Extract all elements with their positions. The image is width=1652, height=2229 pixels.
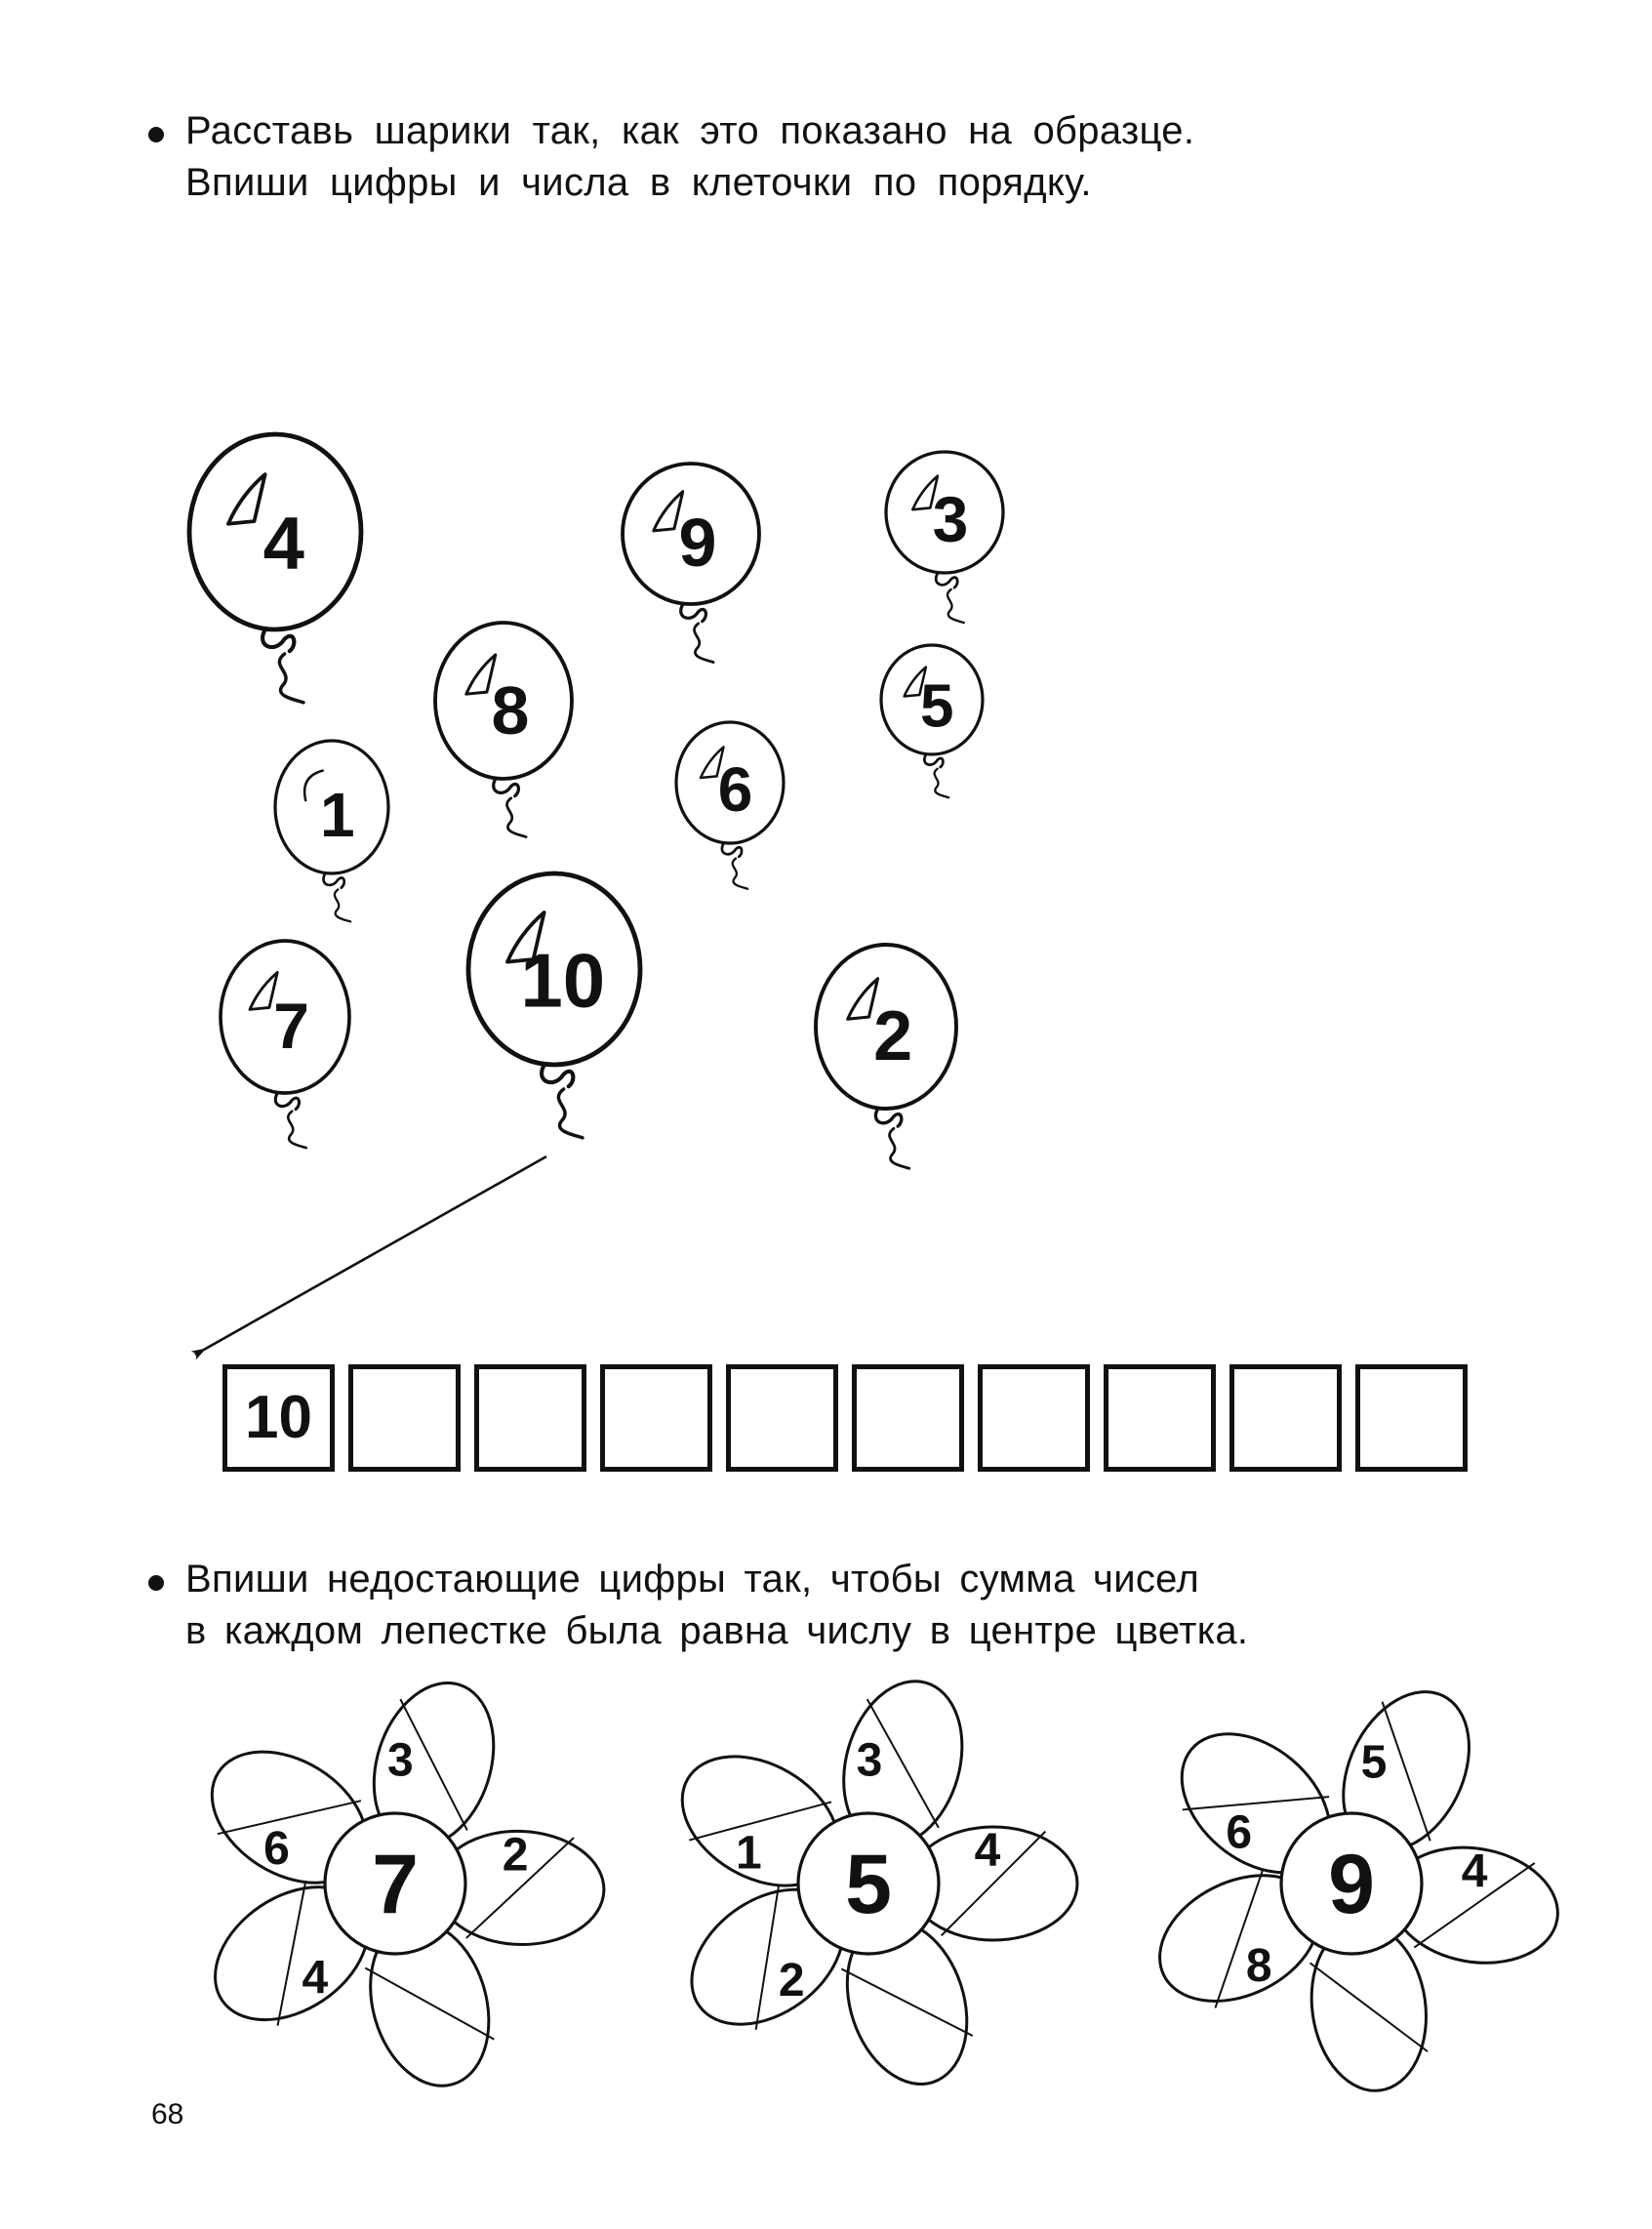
- balloon-knot: [924, 754, 943, 767]
- petal-number: 3: [856, 1734, 883, 1787]
- balloon-number: 1: [320, 780, 355, 851]
- flower-shape: [668, 1703, 1088, 2093]
- instruction-2-text: [185, 1554, 1248, 1657]
- balloon: [786, 931, 986, 1261]
- flower-center-number: 9: [1328, 1838, 1375, 1931]
- balloon-number: 10: [520, 937, 606, 1024]
- balloon-knot: [494, 779, 519, 796]
- balloon-string: [935, 769, 949, 797]
- number-cell-empty[interactable]: [1104, 1364, 1216, 1472]
- balloon-string: [694, 624, 713, 663]
- balloon-number: 4: [262, 502, 304, 586]
- flower: [1151, 1703, 1571, 2093]
- page-number: 68: [151, 2098, 184, 2130]
- number-cell-empty[interactable]: [726, 1364, 838, 1472]
- balloon-knot: [262, 629, 294, 651]
- balloon-string: [558, 1089, 583, 1138]
- petal-number: 4: [974, 1825, 1001, 1877]
- balloon-knot: [722, 843, 742, 857]
- balloon-number: 2: [873, 997, 913, 1076]
- instruction-1-line-1: Расставь шарики так, как это показано на образце.: [185, 109, 1195, 152]
- balloon-string: [506, 798, 526, 837]
- flower-center-number: 5: [845, 1838, 892, 1931]
- balloon: [852, 631, 1012, 907]
- petal-number: 2: [778, 1955, 805, 2007]
- bullet-icon: [148, 127, 164, 142]
- flower-shape: [1151, 1703, 1571, 2093]
- number-cell-empty[interactable]: [852, 1364, 964, 1472]
- flower: [668, 1703, 1088, 2093]
- balloon-group: [0, 254, 1652, 1327]
- balloon-number: 6: [717, 754, 753, 826]
- number-cell-filled[interactable]: 10: [222, 1364, 335, 1472]
- balloon-number: 9: [678, 504, 717, 581]
- petal-number: 1: [735, 1827, 762, 1880]
- instruction-1-text: [185, 105, 1194, 209]
- flower-shape: [195, 1703, 615, 2093]
- instruction-1-line-2: Впиши цифры и числа в клеточки по порядку.: [185, 160, 1092, 204]
- balloon-shape: [786, 931, 986, 1261]
- petal-number: 5: [1360, 1736, 1388, 1789]
- number-cells-row: [222, 1364, 1468, 1472]
- flower-center-number: 7: [372, 1838, 419, 1931]
- number-cell-empty[interactable]: [474, 1364, 586, 1472]
- balloon-knot: [936, 573, 957, 588]
- bullet-icon: [148, 1575, 164, 1591]
- balloon-string: [890, 1128, 909, 1168]
- balloon: [439, 860, 669, 1217]
- balloon-shape: [191, 927, 379, 1245]
- petal-number: 4: [302, 1952, 329, 2005]
- balloon-number: 5: [919, 672, 954, 741]
- balloon-knot: [875, 1109, 901, 1126]
- petal-number: 6: [263, 1823, 290, 1876]
- instruction-2-line-2: в каждом лепестке была равна числу в центре цветка.: [185, 1608, 1249, 1652]
- petal-number: 3: [387, 1734, 414, 1787]
- petal-number: 4: [1461, 1845, 1488, 1898]
- balloon-string: [335, 889, 350, 921]
- instruction-block-1: [148, 105, 1534, 209]
- balloon-string: [279, 654, 303, 703]
- balloon: [191, 927, 379, 1245]
- balloon-knot: [323, 873, 343, 888]
- balloon-number: 8: [491, 671, 530, 749]
- balloon-knot: [681, 604, 706, 622]
- balloon-knot: [275, 1093, 299, 1110]
- balloon-string: [947, 589, 964, 623]
- flower: [195, 1703, 615, 2093]
- balloon-shape: [439, 860, 669, 1217]
- instruction-2-line-1: Впиши недостающие цифры так, чтобы сумма чисел: [185, 1558, 1200, 1601]
- flower-group: [0, 1703, 1652, 2093]
- petal-number: 6: [1226, 1806, 1253, 1859]
- balloon-number: 7: [273, 990, 309, 1063]
- balloon-knot: [542, 1065, 573, 1086]
- number-cell-empty[interactable]: [978, 1364, 1090, 1472]
- petal-number: 8: [1245, 1940, 1272, 1993]
- petal-number: 2: [502, 1829, 529, 1882]
- balloon-string: [733, 859, 747, 889]
- number-cell-empty[interactable]: [1229, 1364, 1342, 1472]
- number-cell-empty[interactable]: [600, 1364, 712, 1472]
- instruction-block-2: [148, 1554, 1534, 1657]
- balloon-string: [288, 1112, 305, 1148]
- number-cell-empty[interactable]: [1355, 1364, 1468, 1472]
- balloon-number: 3: [932, 483, 969, 556]
- number-cell-empty[interactable]: [348, 1364, 461, 1472]
